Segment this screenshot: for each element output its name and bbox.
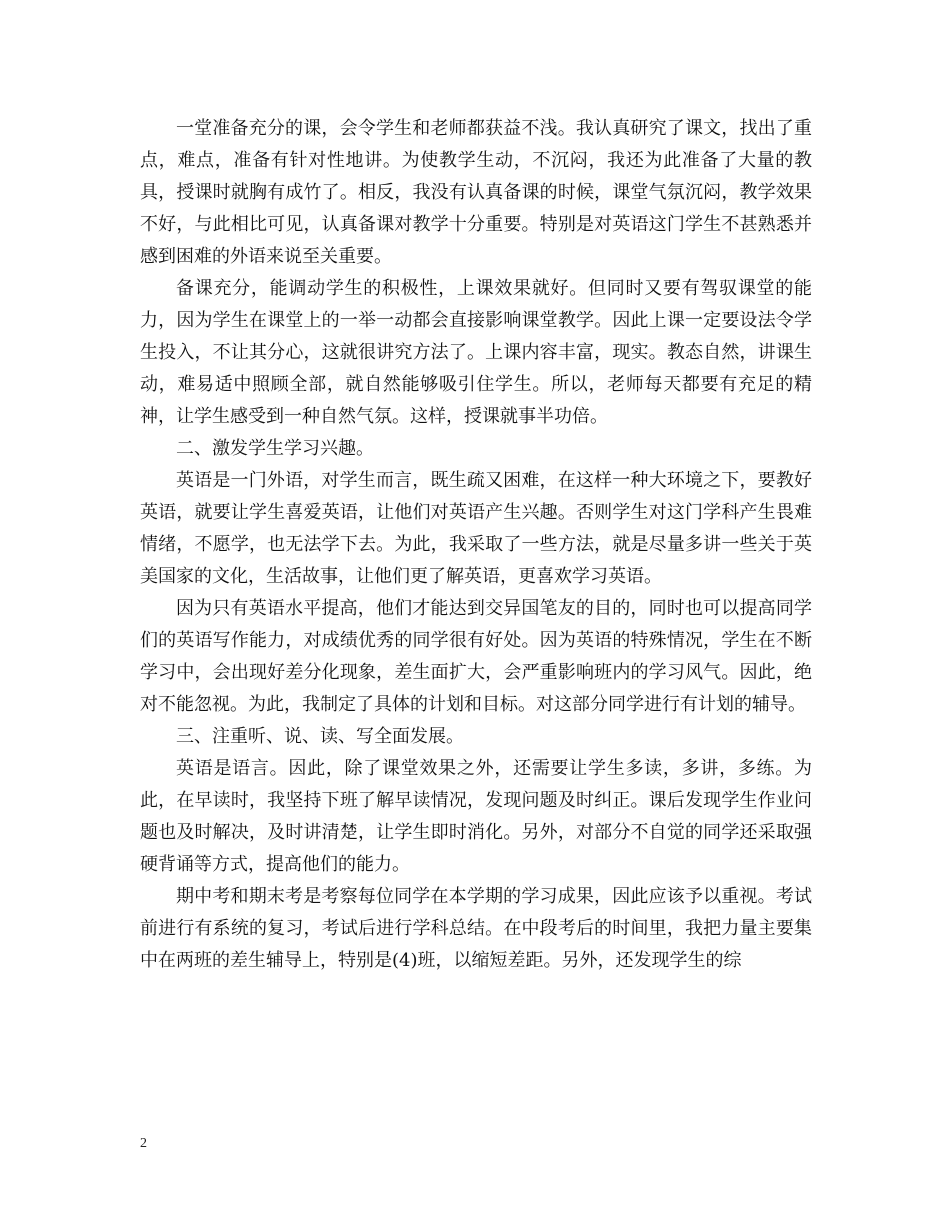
paragraph-interest: 英语是一门外语，对学生而言，既生疏又困难，在这样一种大环境之下，要教好英语，就要让学生喜爱英语，让他们对英语产生兴趣。否则学生对这门学科产生畏难情绪，不愿学，也无法学下去。为此，我采取了一些方法，就是尽量多讲一些关于英美国家的文化，生活故事，让他们更了解英语，更喜欢学习英语。 — [140, 470, 812, 587]
paragraph-practice: 英语是语言。因此，除了课堂效果之外，还需要让学生多读，多讲，多练。为此，在早读时，我坚持下班了解早读情况，发现问题及时纠正。课后发现学生作业问题也及时解决，及时讲清楚，让学生即时消化。另外，对部分不自觉的同学还采取强硬背诵等方式，提高他们的能力。 — [140, 758, 812, 875]
page-number: 2 — [140, 1136, 147, 1151]
paragraph-exams: 期中考和期末考是考察每位同学在本学期的学习成果，因此应该予以重视。考试前进行有系统的复习，考试后进行学科总结。在中段考后的时间里，我把力量主要集中在两班的差生辅导上，特别是(4)班，以缩短差距。另外，还发现学生的综 — [140, 886, 812, 971]
section-heading-interest: 二、激发学生学习兴趣。 — [176, 438, 374, 459]
paragraph-preparation: 一堂准备充分的课，会令学生和老师都获益不浅。我认真研究了课文，找出了重点，难点，准备有针对性地讲。为使教学生动，不沉闷，我还为此准备了大量的教具，授课时就胸有成竹了。相反，我没有认真备课的时候，课堂气氛沉闷，教学效果不好，与此相比可见，认真备课对教学十分重要。特别是对英语这门学生不甚熟悉并感到困难的外语来说至关重要。 — [140, 118, 812, 267]
paragraph-improvement: 因为只有英语水平提高，他们才能达到交异国笔友的目的，同时也可以提高同学们的英语写作能力，对成绩优秀的同学很有好处。因为英语的特殊情况，学生在不断学习中，会出现好差分化现象，差生面扩大，会严重影响班内的学习风气。因此，绝对不能忽视。为此，我制定了具体的计划和目标。对这部分同学进行有计划的辅导。 — [140, 598, 812, 715]
paragraph-classroom-control: 备课充分，能调动学生的积极性，上课效果就好。但同时又要有驾驭课堂的能力，因为学生在课堂上的一举一动都会直接影响课堂教学。因此上课一定要设法令学生投入，不让其分心，这就很讲究方法了。上课内容丰富，现实。教态自然，讲课生动，难易适中照顾全部，就自然能够吸引住学生。所以，老师每天都要有充足的精神，让学生感受到一种自然气氛。这样，授课就事半功倍。 — [140, 278, 812, 427]
section-heading-skills: 三、注重听、说、读、写全面发展。 — [176, 726, 464, 747]
document-body — [140, 113, 812, 977]
